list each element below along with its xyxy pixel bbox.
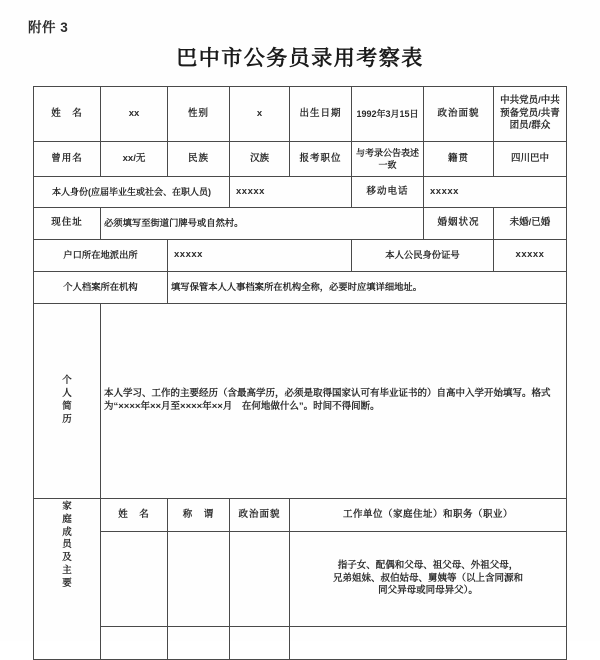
value-name[interactable]: xx xyxy=(101,87,168,142)
resume-label-char-3: 简 xyxy=(62,401,72,412)
value-gender[interactable]: x xyxy=(230,87,290,142)
value-identity[interactable]: xxxxx xyxy=(230,177,352,208)
header-family-name: 姓 名 xyxy=(101,499,168,532)
label-political-status: 政治面貌 xyxy=(424,87,494,142)
table-row-former-name xyxy=(34,142,567,177)
cell-family-name[interactable] xyxy=(101,532,168,627)
value-personal-resume[interactable]: 本人学习、工作的主要经历（含最高学历，必须是取得国家认可有毕业证书的）自高中入学开始填写。格式为“××××年××月至××××年××月 在何地做什么”。时间不得间断。 xyxy=(101,304,567,499)
value-native-place[interactable]: 四川巴中 xyxy=(494,142,567,177)
label-marital-status: 婚姻状况 xyxy=(424,208,494,240)
value-id-number[interactable]: xxxxx xyxy=(494,240,567,272)
form-table-container xyxy=(33,86,566,660)
label-archive-org: 个人档案所在机构 xyxy=(34,272,168,304)
table-row-identity xyxy=(34,177,567,208)
family-label-char-3: 成 xyxy=(62,526,72,538)
value-political-status[interactable]: 中共党员/中共预备党员/共青团员/群众 xyxy=(494,87,567,142)
family-label-char-1: 家 xyxy=(62,501,72,512)
family-label-char-2: 庭 xyxy=(62,513,72,525)
attachment-label: 附件 3 xyxy=(28,20,69,35)
label-police-station: 户口所在地派出所 xyxy=(34,240,168,272)
cell-family-relation[interactable] xyxy=(168,627,230,660)
resume-label-char-2: 人 xyxy=(62,388,72,400)
family-label-char-6: 主 xyxy=(62,565,72,577)
table-row-family-entry xyxy=(34,627,567,660)
value-marital-status[interactable]: 未婚/已婚 xyxy=(494,208,567,240)
table-row-archive-org xyxy=(34,272,567,304)
table-row-family-entry xyxy=(34,532,567,627)
note-family-line-1: 指子女、配偶和父母、祖父母、外祖父母， xyxy=(337,559,519,571)
resume-label-char-1: 个 xyxy=(62,375,72,387)
table-row-address xyxy=(34,208,567,240)
value-police-station[interactable]: xxxxx xyxy=(168,240,352,272)
label-id-number: 本人公民身份证号 xyxy=(352,240,494,272)
label-ethnicity: 民族 xyxy=(168,142,230,177)
family-label-char-7: 要 xyxy=(62,577,72,589)
label-current-address: 现住址 xyxy=(34,208,101,240)
cell-family-work-unit[interactable] xyxy=(290,627,567,660)
cell-family-relation[interactable] xyxy=(168,532,230,627)
table-row-personal-resume xyxy=(34,304,567,499)
label-gender: 性别 xyxy=(168,87,230,142)
resume-label-char-4: 历 xyxy=(62,413,72,425)
cell-family-political-status[interactable] xyxy=(230,532,290,627)
value-former-name[interactable]: xx/无 xyxy=(101,142,168,177)
label-native-place: 籍贯 xyxy=(424,142,494,177)
table-row-family-headers xyxy=(34,499,567,532)
cell-family-name[interactable] xyxy=(101,627,168,660)
label-personal-resume xyxy=(34,304,101,499)
header-family-political-status: 政治面貌 xyxy=(230,499,290,532)
note-family-scope[interactable] xyxy=(290,532,567,627)
header-family-relation: 称 谓 xyxy=(168,499,230,532)
value-ethnicity[interactable]: 汉族 xyxy=(230,142,290,177)
value-applied-position[interactable]: 与考录公告表述一致 xyxy=(352,142,424,177)
value-birthdate[interactable]: 1992年3月15日 xyxy=(352,87,424,142)
label-name: 姓 名 xyxy=(34,87,101,142)
table-row-police-station xyxy=(34,240,567,272)
value-current-address[interactable]: 必须填写至街道门牌号或自然村。 xyxy=(101,208,424,240)
family-label-char-4: 员 xyxy=(62,539,72,551)
label-applied-position: 报考职位 xyxy=(290,142,352,177)
note-family-line-2: 兄弟姐妹、叔伯姑母、舅姨等（以上含同源和 xyxy=(332,572,523,584)
label-former-name: 曾用名 xyxy=(34,142,101,177)
label-identity: 本人身份(应届毕业生或社会、在职人员) xyxy=(34,177,230,208)
page-title: 巴中市公务员录用考察表 xyxy=(176,46,424,70)
value-archive-org[interactable]: 填写保管本人人事档案所在机构全称，必要时应填详细地址。 xyxy=(168,272,567,304)
label-mobile: 移动电话 xyxy=(352,177,424,208)
header-family-work-unit: 工作单位（家庭住址）和职务（职业） xyxy=(290,499,567,532)
note-family-line-3: 同父异母或同母异父）。 xyxy=(378,585,478,597)
personnel-inspection-form xyxy=(33,86,567,660)
family-label-char-5: 及 xyxy=(62,552,72,564)
cell-family-political-status[interactable] xyxy=(230,627,290,660)
label-family-members xyxy=(34,499,101,660)
table-row-name xyxy=(34,87,567,142)
value-mobile[interactable]: xxxxx xyxy=(424,177,567,208)
label-birthdate: 出生日期 xyxy=(290,87,352,142)
